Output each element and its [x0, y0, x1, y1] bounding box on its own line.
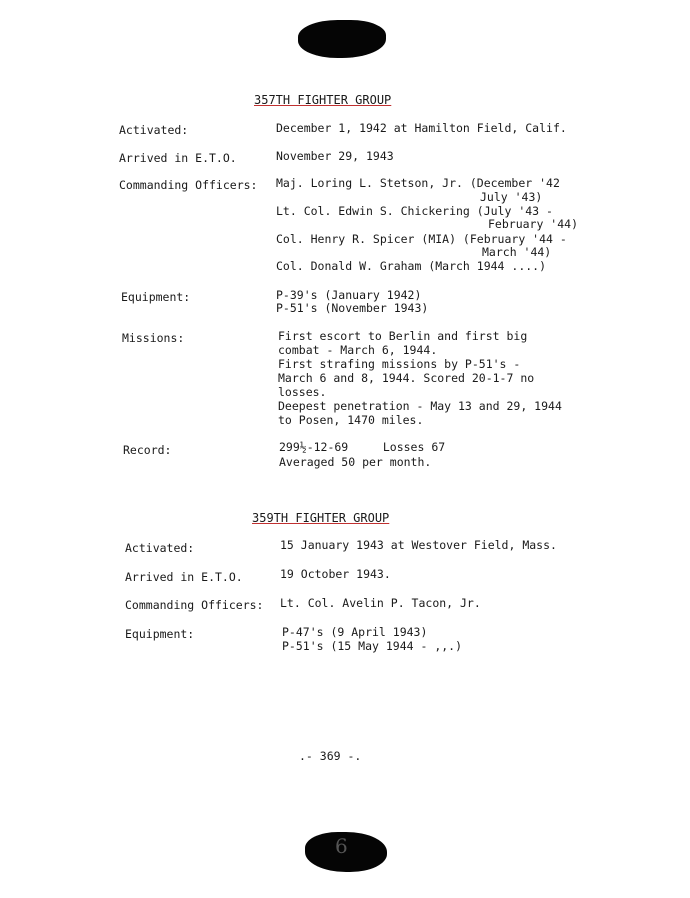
value-co-2a: Lt. Col. Edwin S. Chickering (July '43 - — [276, 204, 553, 218]
value-record-2: Averaged 50 per month. — [279, 455, 432, 469]
value-equipment-2: P-51's (November 1943) — [276, 301, 429, 315]
value-co-4: Col. Donald W. Graham (March 1944 ....) — [276, 259, 547, 273]
label-arrived-357: Arrived in E.T.O. — [119, 151, 237, 165]
heading-359th: 359TH FIGHTER GROUP — [252, 511, 390, 525]
heading-357th: 357TH FIGHTER GROUP — [254, 93, 392, 107]
label-equipment-357: Equipment: — [121, 290, 191, 304]
value-co-1b: July '43) — [480, 190, 543, 204]
value-co-2b: February '44) — [488, 217, 579, 231]
label-co-357: Commanding Officers: — [119, 178, 258, 192]
value-arrived-357: November 29, 1943 — [276, 149, 394, 163]
missions-line: combat - March 6, 1944. — [278, 343, 438, 357]
missions-line: to Posen, 1470 miles. — [278, 413, 424, 427]
value-equipment-1: P-39's (January 1942) — [276, 288, 422, 302]
missions-line: March 6 and 8, 1944. Scored 20-1-7 no — [278, 371, 535, 385]
page-number: .- 369 -. — [299, 749, 362, 763]
missions-line: Deepest penetration - May 13 and 29, 1944 — [278, 399, 562, 413]
value-activated-357: December 1, 1942 at Hamilton Field, Calif. — [276, 121, 567, 135]
value-equipment-359-1: P-47's (9 April 1943) — [282, 625, 428, 639]
value-co-3b: March '44) — [482, 245, 552, 259]
value-co-3a: Col. Henry R. Spicer (MIA) (February '44 - — [276, 232, 567, 246]
label-activated-359: Activated: — [125, 541, 195, 555]
label-equipment-359: Equipment: — [125, 627, 195, 641]
missions-line: First escort to Berlin and first big — [278, 329, 528, 343]
redaction-blot-bottom: 6 — [305, 832, 387, 872]
value-co-1a: Maj. Loring L. Stetson, Jr. (December '42 — [276, 176, 560, 190]
label-missions: Missions: — [122, 331, 185, 345]
value-co-359: Lt. Col. Avelin P. Tacon, Jr. — [280, 596, 481, 610]
value-equipment-359-2: P-51's (15 May 1944 - ,,.) — [282, 639, 463, 653]
label-record: Record: — [123, 443, 172, 457]
value-record-1: 299½-12-69 Losses 67 — [279, 440, 446, 454]
missions-line: First strafing missions by P-51's - — [278, 357, 521, 371]
value-activated-359: 15 January 1943 at Westover Field, Mass. — [280, 538, 557, 552]
redaction-blot-top — [298, 20, 386, 58]
label-co-359: Commanding Officers: — [125, 598, 264, 612]
value-arrived-359: 19 October 1943. — [280, 567, 391, 581]
label-arrived-359: Arrived in E.T.O. — [125, 570, 243, 584]
missions-line: losses. — [278, 385, 327, 399]
label-activated-357: Activated: — [119, 123, 189, 137]
